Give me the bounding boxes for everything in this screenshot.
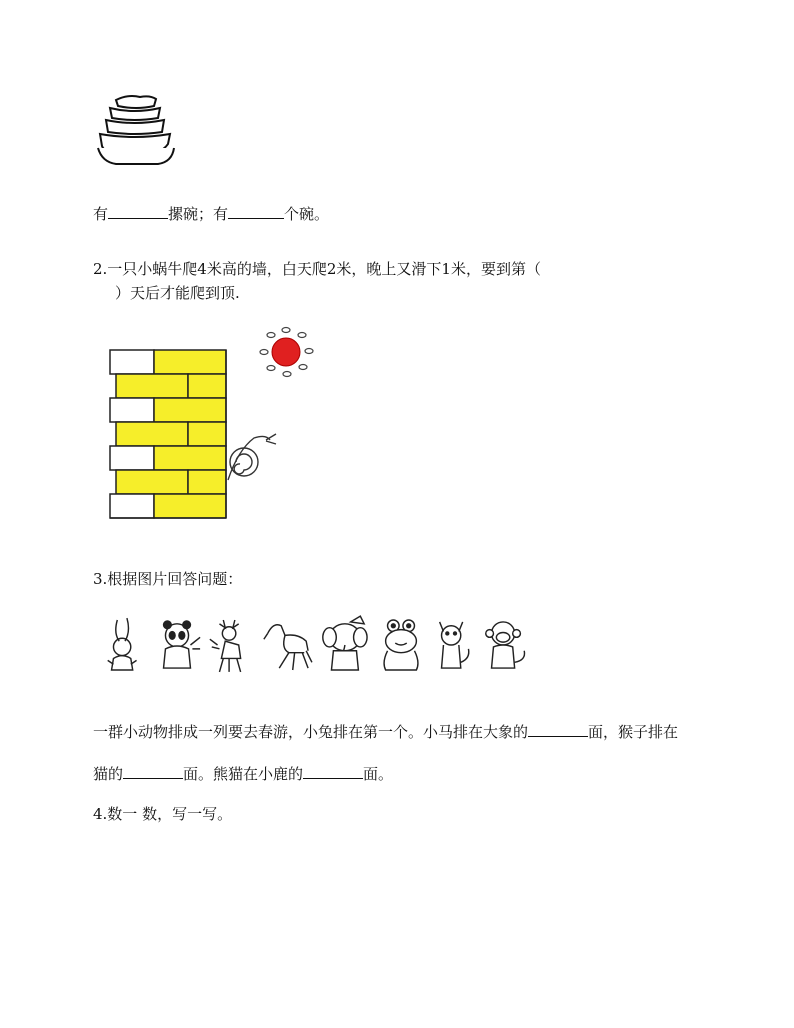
answer-blank-panda-position[interactable] — [303, 764, 363, 779]
answer-blank-horse-position[interactable] — [528, 722, 588, 737]
animal-lineup — [100, 615, 530, 677]
cat-icon — [430, 615, 476, 675]
panda-icon — [152, 615, 202, 675]
answer-blank-stack-count[interactable] — [108, 204, 168, 219]
q3-sentence-a-text: 一群小动物排成一列要去春游，小兔排在第一个。小马排在大象的 — [93, 723, 529, 741]
q3-sentence-b-part2: 面。熊猫在小鹿的 — [183, 765, 304, 783]
question-3-sentence-b — [93, 764, 393, 784]
answer-blank-monkey-position[interactable] — [123, 764, 183, 779]
question-3-sentence-a — [93, 722, 678, 742]
q1-suffix: 个碗。 — [284, 205, 330, 223]
q1-middle: 摞碗；有 — [168, 205, 229, 223]
elephant-icon — [318, 615, 372, 675]
horse-icon — [260, 615, 314, 675]
q3-sentence-a-end: 面，猴子排在 — [588, 723, 679, 741]
bowl-stack-illustration — [94, 92, 178, 170]
question-2-line-2: ）天后才能爬到顶. — [115, 284, 240, 302]
q3-sentence-b-part3: 面。 — [363, 765, 394, 783]
deer-icon — [206, 615, 256, 675]
question-4-title: 4.数一 数，写一写。 — [93, 805, 233, 823]
frog-icon — [376, 615, 426, 675]
question-1-line — [93, 204, 329, 224]
q3-sentence-b-part1: 猫的 — [93, 765, 124, 783]
question-3-title: 3.根据图片回答问题： — [93, 570, 243, 588]
rabbit-icon — [100, 615, 148, 675]
monkey-icon — [480, 615, 530, 675]
wall-snail-illustration — [106, 320, 336, 535]
q1-prefix: 有 — [93, 205, 109, 223]
answer-blank-bowl-count[interactable] — [228, 204, 284, 219]
question-2-line-1: 2.一只小蜗牛爬4米高的墙，白天爬2米，晚上又滑下1米，要到第（ — [93, 260, 541, 278]
